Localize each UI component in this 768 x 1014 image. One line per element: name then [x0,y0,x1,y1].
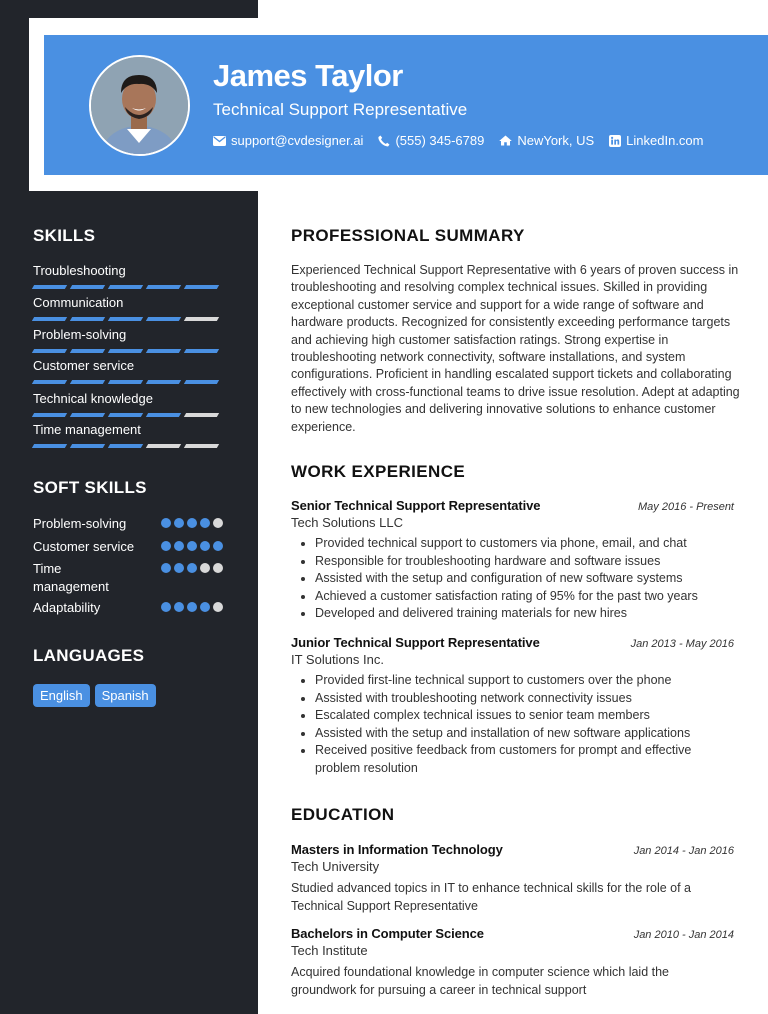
languages-heading: LANGUAGES [33,646,145,665]
contact-location-text: NewYork, US [517,133,595,148]
education-heading: EDUCATION [291,805,395,824]
summary-heading: PROFESSIONAL SUMMARY [291,226,525,245]
skill-segment-filled [146,413,181,417]
soft-skill-name: Adaptability [33,600,101,615]
soft-skill-rating [158,515,223,533]
skill-name: Problem-solving [33,327,127,342]
skill-segment-filled [146,349,181,353]
soft-skill-name: Problem-solving [33,516,127,531]
soft-skill-item [33,515,223,533]
education-description: Studied advanced topics in IT to enhance technical skills for the role of a Technical Support Representative [291,881,692,913]
education-dates: Jan 2010 - Jan 2014 [633,929,734,941]
skill-segment-filled [108,349,143,353]
skill-segment-filled [108,285,143,289]
skill-name: Customer service [33,358,135,373]
skill-name: Communication [33,295,124,310]
skill-segment-empty [184,444,219,448]
skill-segment-filled [70,380,105,384]
job-bullet: • Escalated complex technical issues to senior team members [315,707,734,725]
skill-segment-filled [70,285,105,289]
skill-segment-filled [70,349,105,353]
skill-segment-filled [70,317,105,321]
skill-segment-filled [146,285,181,289]
rating-dot-filled [187,563,197,573]
rating-dot-filled [161,518,171,528]
job-role: Senior Technical Support Representative [291,498,541,513]
skill-level-bar [33,349,223,353]
skill-segment-filled [184,349,219,353]
skill-item [33,358,223,384]
contact-location [499,133,594,148]
skill-segment-filled [108,413,143,417]
skill-item [33,327,223,353]
soft-skill-name: Customer service [33,539,135,554]
rating-dot-filled [213,541,223,551]
soft-skill-item [33,599,223,617]
skill-item [33,422,223,448]
education-degree: Masters in Information Technology [291,842,503,857]
contact-linkedin[interactable] [609,133,703,148]
job-bullets [291,672,734,777]
experience-heading: WORK EXPERIENCE [291,462,466,481]
job-bullet: • Received positive feedback from customers for prompt and effective problem resolution [315,742,734,777]
rating-dot-filled [200,518,210,528]
rating-dot-filled [161,563,171,573]
profile-title: Technical Support Representative [213,100,468,119]
education-school: Tech Institute [291,943,368,958]
skill-name: Technical knowledge [33,391,153,406]
rating-dot-filled [174,541,184,551]
skill-segment-filled [70,444,105,448]
rating-dot-filled [174,518,184,528]
job-dates: May 2016 - Present [638,501,734,513]
rating-dot-filled [174,563,184,573]
job-bullet: • Provided technical support to customers via phone, email, and chat [315,535,734,553]
rating-dot-filled [200,602,210,612]
skill-item [33,295,223,321]
contact-row [213,133,719,148]
job-bullet: • Assisted with the setup and configuration of new software systems [315,570,734,588]
education-entry [291,842,734,915]
languages-list [33,684,161,707]
avatar [89,55,190,156]
skill-segment-filled [146,380,181,384]
job-bullet: • Assisted with the setup and installation of new software applications [315,725,734,743]
skill-segment-filled [32,317,67,321]
job-role: Junior Technical Support Representative [291,635,540,650]
rating-dot-filled [174,602,184,612]
skill-segment-filled [108,380,143,384]
rating-dot-empty [200,563,210,573]
contact-phone[interactable] [378,133,484,148]
skill-name: Troubleshooting [33,263,126,278]
skills-heading: SKILLS [33,226,96,245]
skill-segment-empty [184,413,219,417]
profile-photo-icon [91,57,188,154]
education-school: Tech University [291,859,380,874]
skill-segment-filled [146,317,181,321]
skill-level-bar [33,413,223,417]
skill-segment-empty [146,444,181,448]
contact-phone-text: (555) 345-6789 [395,133,485,148]
skill-segment-filled [32,285,67,289]
soft-skill-name: Time management [33,561,109,594]
skill-segment-filled [32,380,67,384]
skill-level-bar [33,317,223,321]
skill-segment-empty [184,317,219,321]
job-bullet: • Responsible for troubleshooting hardware and software issues [315,553,734,571]
rating-dot-filled [200,541,210,551]
skill-level-bar [33,380,223,384]
soft-skill-rating [158,538,223,556]
rating-dot-filled [187,602,197,612]
job-company: IT Solutions Inc. [291,652,384,667]
skill-segment-filled [32,413,67,417]
rating-dot-empty [213,563,223,573]
job-company: Tech Solutions LLC [291,515,404,530]
job-bullets [291,535,734,623]
job-bullet: • Achieved a customer satisfaction rating of 95% for the past two years [315,588,734,606]
rating-dot-filled [187,541,197,551]
skill-segment-filled [108,444,143,448]
soft-skills-heading: SOFT SKILLS [33,478,147,497]
education-degree: Bachelors in Computer Science [291,926,484,941]
skill-segment-filled [70,413,105,417]
job-bullet: • Developed and delivered training materials for new hires [315,605,734,623]
job-bullet: • Provided first-line technical support to customers over the phone [315,672,734,690]
rating-dot-empty [213,602,223,612]
rating-dot-filled [161,541,171,551]
soft-skill-item [33,538,223,556]
home-icon [499,135,512,146]
contact-linkedin-text: LinkedIn.com [626,133,704,148]
linkedin-icon [609,135,621,147]
phone-icon [378,135,390,147]
skill-name: Time management [33,422,141,437]
skill-segment-filled [184,380,219,384]
profile-name: James Taylor [213,58,403,93]
rating-dot-filled [187,518,197,528]
summary-text: Experienced Technical Support Representative with 6 years of proven success in troubleshooting and resolving complex technical issues. Skilled in providing exceptional customer service and support for a wide range of software and hardware products. Recognized for consistently exceeding performance targets and achieving high customer satisfaction ratings. Strong expertise in troubleshooting network connectivity, software installations, and system configurations. Proficient in handling escalated support tickets and collaborating effectively with cross-functional teams to drive issue resolution. Adept at adapting to new technologies and delivering innovative solutions to enhance customer experience. [291,263,740,434]
job-entry [291,498,734,623]
language-badge: Spanish [95,684,156,707]
education-dates: Jan 2014 - Jan 2016 [633,845,734,857]
skill-item [33,391,223,417]
rating-dot-filled [161,602,171,612]
envelope-icon [213,136,226,146]
skill-segment-filled [184,285,219,289]
skill-level-bar [33,444,223,448]
skill-segment-filled [108,317,143,321]
rating-dot-empty [213,518,223,528]
soft-skill-rating [158,599,223,617]
skill-segment-filled [32,444,67,448]
contact-email-text: support@cvdesigner.ai [231,133,364,148]
education-entry [291,926,734,999]
soft-skill-item [33,560,223,596]
education-description: Acquired foundational knowledge in computer science which laid the groundwork for pursuing a career in technical support [291,965,670,997]
contact-email[interactable] [213,133,363,148]
soft-skill-rating [158,560,223,596]
job-dates: Jan 2013 - May 2016 [630,638,734,650]
job-bullet: • Assisted with troubleshooting network connectivity issues [315,690,734,708]
job-entry [291,635,734,777]
skill-level-bar [33,285,223,289]
skill-segment-filled [32,349,67,353]
skill-item [33,263,223,289]
language-badge: English [33,684,90,707]
